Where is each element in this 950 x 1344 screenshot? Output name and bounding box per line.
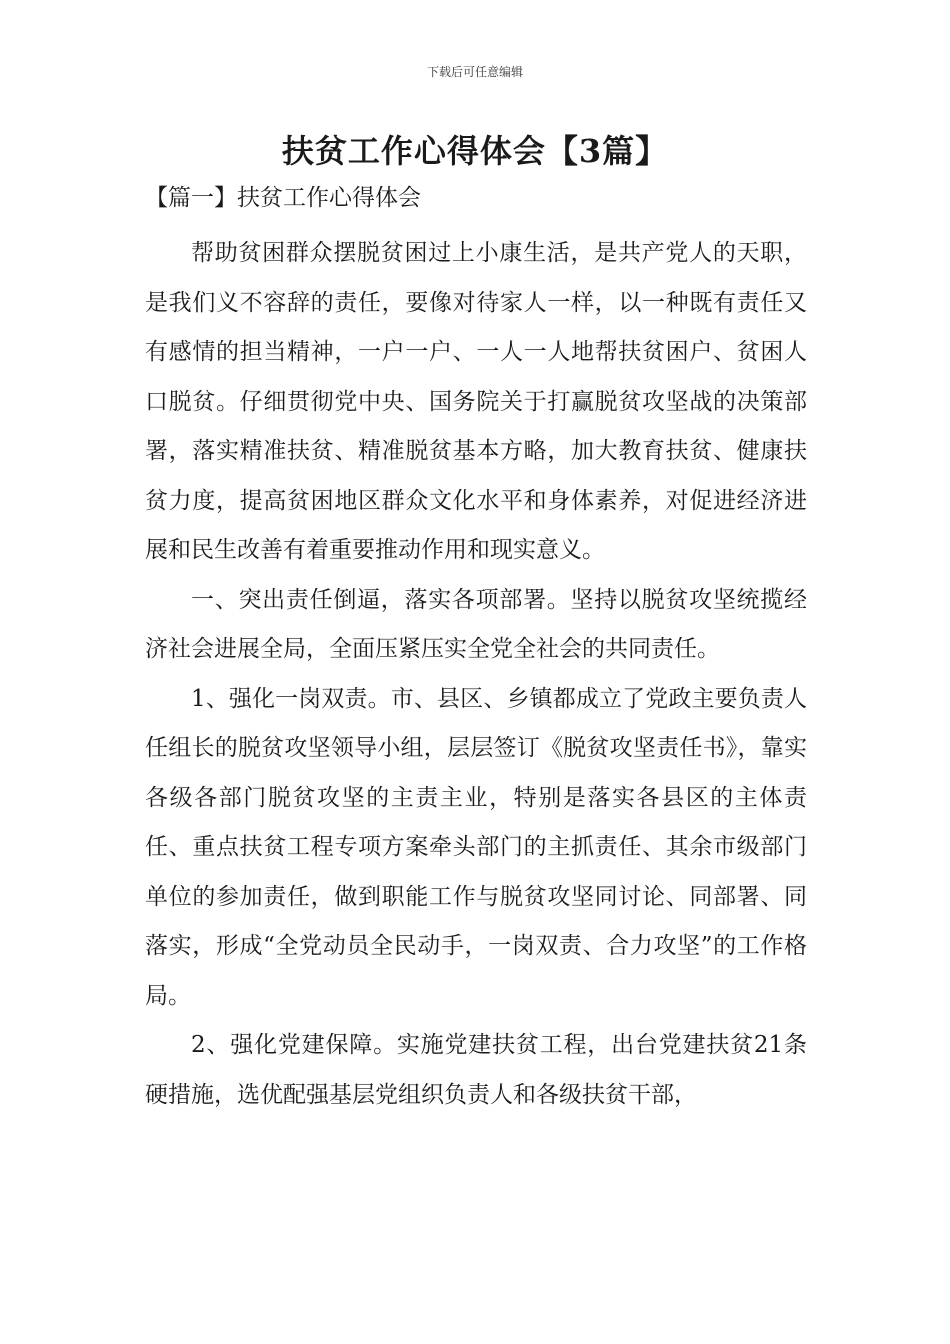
paragraph: 2、强化党建保障。实施党建扶贫工程，出台党建扶贫21条硬措施，选优配强基层党组织负责人和各级扶贫干部， bbox=[145, 1032, 807, 1108]
section-heading: 【篇一】扶贫工作心得体会 bbox=[145, 185, 421, 211]
page-header-note: 下载后可任意编辑 bbox=[426, 65, 523, 79]
document-body bbox=[145, 229, 807, 1120]
paragraph: 帮助贫困群众摆脱贫困过上小康生活，是共产党人的天职，是我们义不容辞的责任，要像对待家人一样，以一种既有责任又有感情的担当精神，一户一户、一人一人地帮扶贫困户、贫困人口脱贫。仔细贯彻党中央、国务院关于打赢脱贫攻坚战的决策部署，落实精准扶贫、精准脱贫基本方略，加大教育扶贫、健康扶贫力度，提高贫困地区群众文化水平和身体素养，对促进经济进展和民生改善有着重要推动作用和现实意义。 bbox=[145, 240, 807, 563]
paragraph: 1、强化一岗双责。市、县区、乡镇都成立了党政主要负责人任组长的脱贫攻坚领导小组，层层签订《脱贫攻坚责任书》，靠实各级各部门脱贫攻坚的主责主业，特别是落实各县区的主体责任、重点扶贫工程专项方案牵头部门的主抓责任、其余市级部门单位的参加责任，做到职能工作与脱贫攻坚同讨论、同部署、同落实，形成“全党动员全民动手，一岗双责、合力攻坚”的工作格局。 bbox=[145, 685, 807, 1009]
document-title: 扶贫工作心得体会【3篇】 bbox=[281, 132, 669, 170]
paragraph: 一、突出责任倒逼，落实各项部署。坚持以脱贫攻坚统揽经济社会进展全局，全面压紧压实全党全社会的共同责任。 bbox=[145, 586, 807, 662]
